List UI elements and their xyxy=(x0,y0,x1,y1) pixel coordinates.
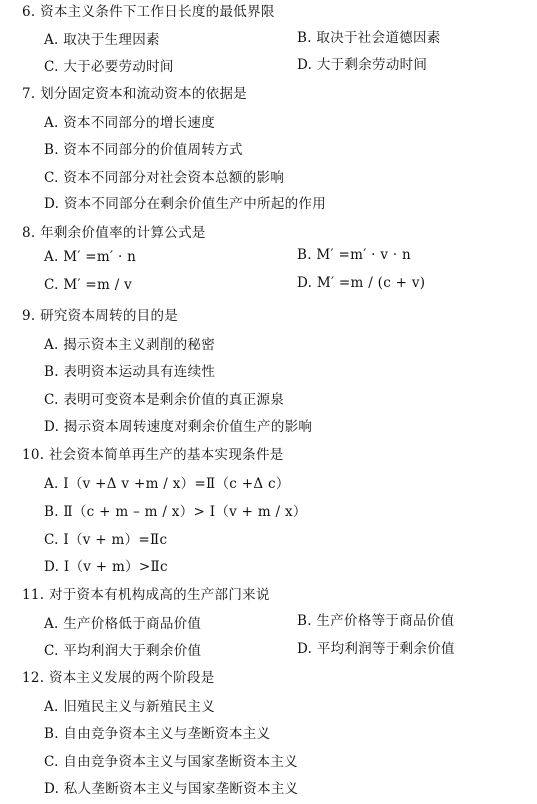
q11-option-d: D. 平均利润等于剩余价值 xyxy=(297,641,455,657)
q12-option-d: D. 私人垄断资本主义与国家垄断资本主义 xyxy=(44,781,299,797)
q6-option-a: A. 取决于生理因素 xyxy=(44,32,160,48)
q8-option-b: B. M′ =m′ · v · n xyxy=(297,247,412,263)
q9-option-b: B. 表明资本运动具有连续性 xyxy=(44,364,216,380)
q8-option-d: D. M′ =m / (c + v) xyxy=(297,275,426,291)
q10-option-d: D. Ⅰ（v + m）>Ⅱc xyxy=(44,559,168,575)
question-12-stem: 12. 资本主义发展的两个阶段是 xyxy=(22,670,215,686)
q10-option-a: A. Ⅰ（v +Δ v +m / x）=Ⅱ（c +Δ c） xyxy=(44,476,290,492)
q6-option-c: C. 大于必要劳动时间 xyxy=(44,59,174,75)
q11-option-a: A. 生产价格低于商品价值 xyxy=(44,616,202,632)
q7-option-b: B. 资本不同部分的价值周转方式 xyxy=(44,142,243,158)
q9-option-d: D. 揭示资本周转速度对剩余价值生产的影响 xyxy=(44,419,313,435)
q8-option-a: A. M′ =m′ · n xyxy=(44,249,137,265)
question-11-stem: 11. 对于资本有机构成高的生产部门来说 xyxy=(22,587,270,603)
question-9-stem: 9. 研究资本周转的目的是 xyxy=(22,308,179,324)
q9-option-a: A. 揭示资本主义剥削的秘密 xyxy=(44,337,216,353)
q12-option-a: A. 旧殖民主义与新殖民主义 xyxy=(44,699,216,715)
q11-option-b: B. 生产价格等于商品价值 xyxy=(297,613,455,629)
question-10-stem: 10. 社会资本简单再生产的基本实现条件是 xyxy=(22,447,284,463)
q7-option-a: A. 资本不同部分的增长速度 xyxy=(44,115,216,131)
q12-option-c: C. 自由竞争资本主义与国家垄断资本主义 xyxy=(44,754,298,770)
q11-option-c: C. 平均利润大于剩余价值 xyxy=(44,643,202,659)
q6-option-d: D. 大于剩余劳动时间 xyxy=(297,57,428,73)
q10-option-b: B. Ⅱ（c + m – m / x）> Ⅰ（v + m / x） xyxy=(44,504,307,520)
question-6-stem: 6. 资本主义条件下工作日长度的最低界限 xyxy=(22,4,275,20)
q8-option-c: C. M′ =m / v xyxy=(44,277,133,293)
question-7-stem: 7. 划分固定资本和流动资本的依据是 xyxy=(22,86,248,102)
question-8-stem: 8. 年剩余价值率的计算公式是 xyxy=(22,225,206,241)
q7-option-c: C. 资本不同部分对社会资本总额的影响 xyxy=(44,170,285,186)
q7-option-d: D. 资本不同部分在剩余价值生产中所起的作用 xyxy=(44,196,327,212)
q10-option-c: C. Ⅰ（v + m）=Ⅱc xyxy=(44,532,168,548)
q12-option-b: B. 自由竞争资本主义与垄断资本主义 xyxy=(44,726,271,742)
q9-option-c: C. 表明可变资本是剩余价值的真正源泉 xyxy=(44,392,285,408)
q6-option-b: B. 取决于社会道德因素 xyxy=(297,30,441,46)
